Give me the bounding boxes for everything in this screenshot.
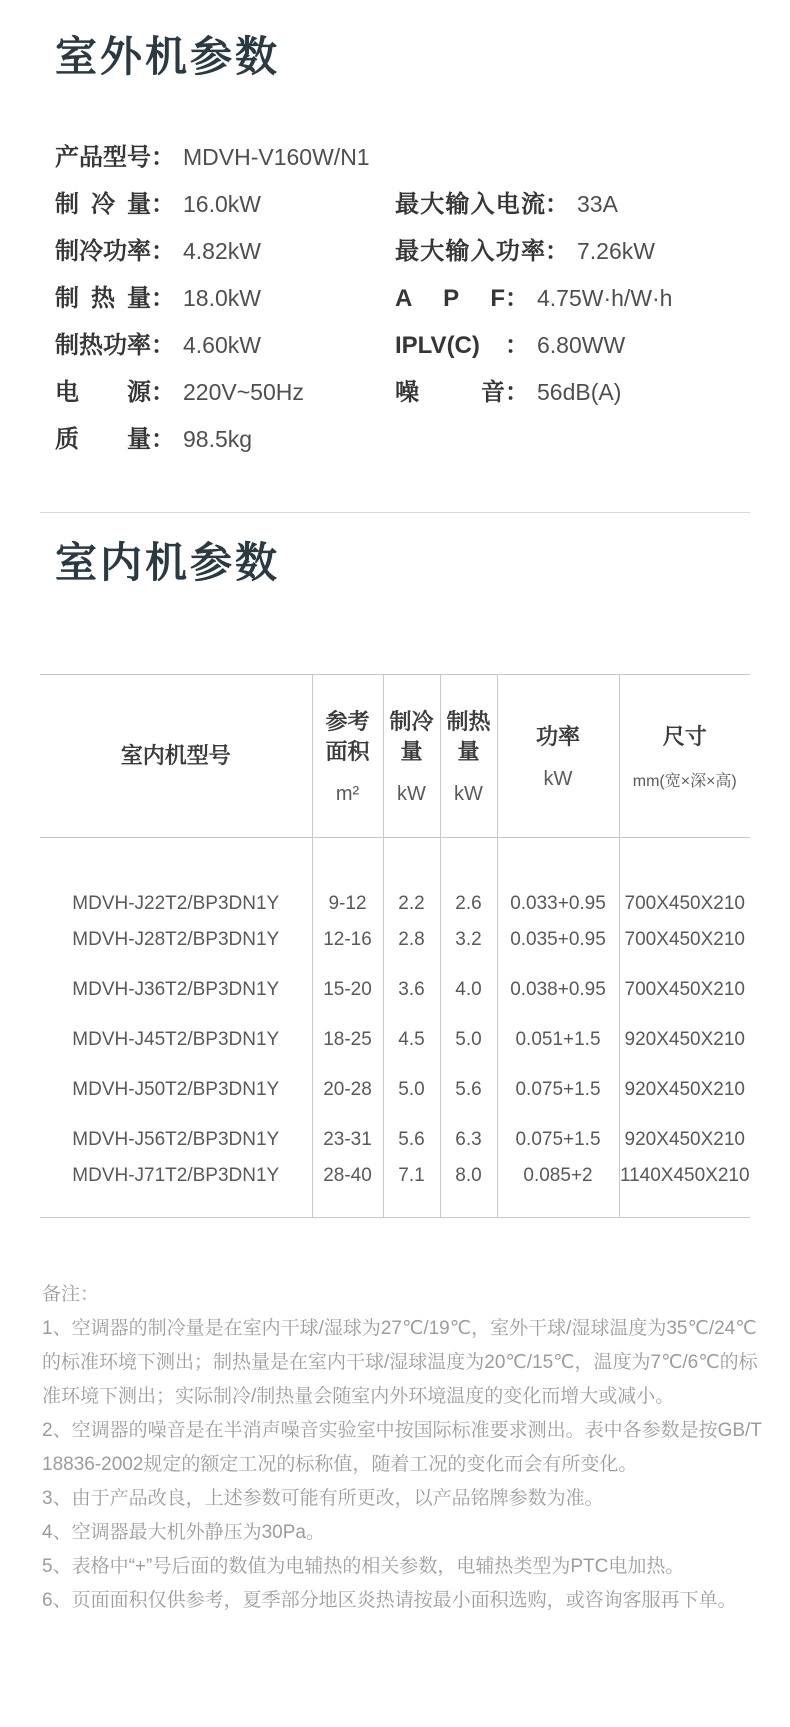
table-row <box>40 838 750 916</box>
spec-value: 6.80WW <box>537 332 626 358</box>
spec-item-heating-capacity <box>55 278 395 313</box>
header-unit: kW <box>543 767 573 790</box>
notes-section <box>42 1278 765 1618</box>
header-name: 制冷量 <box>389 708 434 764</box>
cell-cooling: 3.6 <box>383 965 440 1015</box>
spec-row-power-supply <box>55 366 790 413</box>
cell-area: 28-40 <box>312 1165 383 1218</box>
cell-dimensions: 920X450X210 <box>624 1079 745 1100</box>
table-header-row <box>40 675 750 838</box>
cell-power: 0.085+2 <box>497 1165 619 1218</box>
cell-area: 15-20 <box>312 965 383 1015</box>
cell-heating: 4.0 <box>440 965 497 1015</box>
spec-label: 质量 <box>55 426 151 453</box>
cell-heating: 3.2 <box>440 915 497 965</box>
spec-value: MDVH-V160W/N1 <box>183 144 370 170</box>
outdoor-spec-list <box>55 131 790 460</box>
spec-item-noise <box>395 372 621 407</box>
cell-model: MDVH-J50T2/BP3DN1Y <box>40 1065 312 1115</box>
spec-value: 16.0kW <box>183 191 261 217</box>
header-name: 制热量 <box>446 708 491 764</box>
indoor-unit-table <box>40 674 750 1218</box>
table-row <box>40 1065 750 1115</box>
spec-item-max-power <box>395 231 655 266</box>
note-item-4: 4、空调器最大机外静压为30Pa。 <box>42 1522 325 1543</box>
note-item-3: 3、由于产品改良，上述参数可能有所更改，以产品铭牌参数为准。 <box>42 1488 604 1509</box>
header-name: 室内机型号 <box>120 743 231 768</box>
cell-power: 0.075+1.5 <box>497 1115 619 1165</box>
header-heating <box>440 675 497 838</box>
header-name: 参考面积 <box>325 708 370 764</box>
cell-power: 0.038+0.95 <box>497 965 619 1015</box>
spec-item-cooling-power <box>55 231 395 266</box>
spec-row-weight <box>55 413 790 460</box>
header-model <box>40 675 312 838</box>
section-divider <box>40 512 750 513</box>
spec-colon: ： <box>151 191 175 218</box>
spec-label: 最大输入功率 <box>395 238 545 265</box>
spec-colon: ： <box>545 191 569 218</box>
cell-dimensions: 700X450X210 <box>624 979 745 1000</box>
spec-label: 制热量 <box>55 285 151 312</box>
spec-label: 制热功率 <box>55 332 151 359</box>
spec-row-heating-capacity <box>55 272 790 319</box>
note-item-1: 1、空调器的制冷量是在室内干球/湿球为27℃/19℃，室外干球/湿球温度为35℃/24℃的标准环境下测出；制热量是在室内干球/湿球温度为20℃/15℃，温度为7℃/6℃的标准环境下测出；实际制冷/制热量会随室内外环境温度的变化而增大或减小。 <box>42 1318 758 1407</box>
cell-power: 0.051+1.5 <box>497 1015 619 1065</box>
cell-heating: 8.0 <box>440 1165 497 1218</box>
spec-value: 4.60kW <box>183 332 261 358</box>
cell-heating: 6.3 <box>440 1115 497 1165</box>
header-unit: kW <box>454 782 483 805</box>
note-item-6: 6、页面面积仅供参考，夏季部分地区炎热请按最小面积选购，或咨询客服再下单。 <box>42 1590 737 1611</box>
cell-dimensions: 1140X450X210 <box>619 1165 750 1186</box>
cell-model: MDVH-J56T2/BP3DN1Y <box>40 1115 312 1165</box>
cell-model: MDVH-J71T2/BP3DN1Y <box>40 1165 312 1218</box>
spec-item-max-current <box>395 184 618 219</box>
cell-model: MDVH-J22T2/BP3DN1Y <box>40 838 312 916</box>
spec-colon: ： <box>151 332 175 359</box>
spec-value: 4.82kW <box>183 238 261 264</box>
spec-label: IPLV(C) <box>395 332 480 359</box>
product-spec-page <box>0 33 790 1618</box>
spec-item-heating-power <box>55 325 395 360</box>
cell-cooling: 7.1 <box>383 1165 440 1218</box>
spec-colon: ： <box>151 379 175 406</box>
spec-colon: ： <box>151 238 175 265</box>
cell-area: 12-16 <box>312 915 383 965</box>
table-row <box>40 1165 750 1218</box>
spec-item-weight <box>55 419 395 454</box>
header-unit: m² <box>335 782 360 805</box>
spec-label: 制冷量 <box>55 191 151 218</box>
header-power <box>497 675 619 838</box>
spec-label: A P F <box>395 285 505 312</box>
spec-label: 最大输入电流 <box>395 191 545 218</box>
spec-item-iplv <box>395 325 625 360</box>
spec-row-cooling-power <box>55 225 790 272</box>
spec-value: 33A <box>577 191 618 217</box>
cell-heating: 2.6 <box>440 838 497 916</box>
spec-label: 产品型号 <box>55 144 151 171</box>
table-row <box>40 1115 750 1165</box>
cell-dimensions: 920X450X210 <box>624 1129 745 1150</box>
spec-row-cooling-capacity <box>55 178 790 225</box>
spec-row-model <box>55 131 790 178</box>
indoor-section-title: 室内机参数 <box>55 539 281 586</box>
header-name: 功率 <box>535 723 580 749</box>
note-item-5: 5、表格中“+”号后面的数值为电辅热的相关参数，电辅热类型为PTC电加热。 <box>42 1556 685 1577</box>
cell-power: 0.035+0.95 <box>497 915 619 965</box>
spec-colon: ： <box>151 285 175 312</box>
cell-cooling: 4.5 <box>383 1015 440 1065</box>
cell-dimensions: 700X450X210 <box>624 929 745 950</box>
cell-cooling: 2.8 <box>383 915 440 965</box>
cell-model: MDVH-J36T2/BP3DN1Y <box>40 965 312 1015</box>
spec-value: 98.5kg <box>183 426 253 452</box>
cell-dimensions: 920X450X210 <box>624 1029 745 1050</box>
cell-heating: 5.0 <box>440 1015 497 1065</box>
spec-label: 噪音 <box>395 379 505 406</box>
table-row <box>40 965 750 1015</box>
header-unit: kW <box>397 782 426 805</box>
cell-power: 0.033+0.95 <box>497 838 619 916</box>
spec-colon: ： <box>151 144 175 171</box>
table-row <box>40 915 750 965</box>
header-unit: mm(宽×深×高) <box>632 772 737 790</box>
cell-dimensions: 700X450X210 <box>624 893 745 914</box>
cell-model: MDVH-J28T2/BP3DN1Y <box>40 915 312 965</box>
table-row <box>40 1015 750 1065</box>
spec-item-cooling-capacity <box>55 184 395 219</box>
cell-cooling: 2.2 <box>383 838 440 916</box>
cell-model: MDVH-J45T2/BP3DN1Y <box>40 1015 312 1065</box>
cell-cooling: 5.0 <box>383 1065 440 1115</box>
cell-area: 23-31 <box>312 1115 383 1165</box>
header-area <box>312 675 383 838</box>
spec-colon: ： <box>505 379 529 406</box>
notes-title: 备注： <box>42 1284 100 1305</box>
spec-colon: ： <box>505 332 529 359</box>
spec-item-apf <box>395 278 672 313</box>
spec-value: 220V~50Hz <box>183 379 304 405</box>
spec-row-heating-power <box>55 319 790 366</box>
cell-area: 18-25 <box>312 1015 383 1065</box>
spec-item-model <box>55 137 395 172</box>
spec-item-power-supply <box>55 372 395 407</box>
spec-value: 7.26kW <box>577 238 655 264</box>
outdoor-section-title: 室外机参数 <box>55 33 281 80</box>
spec-colon: ： <box>505 285 529 312</box>
spec-colon: ： <box>545 238 569 265</box>
cell-area: 20-28 <box>312 1065 383 1115</box>
spec-value: 18.0kW <box>183 285 261 311</box>
spec-colon: ： <box>151 426 175 453</box>
cell-area: 9-12 <box>312 838 383 916</box>
spec-value: 56dB(A) <box>537 379 622 405</box>
cell-cooling: 5.6 <box>383 1115 440 1165</box>
spec-label: 电源 <box>55 379 151 406</box>
spec-value: 4.75W·h/W·h <box>537 285 673 311</box>
note-item-2: 2、空调器的噪音是在半消声噪音实验室中按国际标准要求测出。表中各参数是按GB/T 18836-2002规定的额定工况的标称值，随着工况的变化而会有所变化。 <box>42 1420 762 1475</box>
spec-label: 制冷功率 <box>55 238 151 265</box>
cell-power: 0.075+1.5 <box>497 1065 619 1115</box>
cell-heating: 5.6 <box>440 1065 497 1115</box>
header-dimensions <box>619 675 750 838</box>
header-cooling <box>383 675 440 838</box>
header-name: 尺寸 <box>662 723 707 749</box>
